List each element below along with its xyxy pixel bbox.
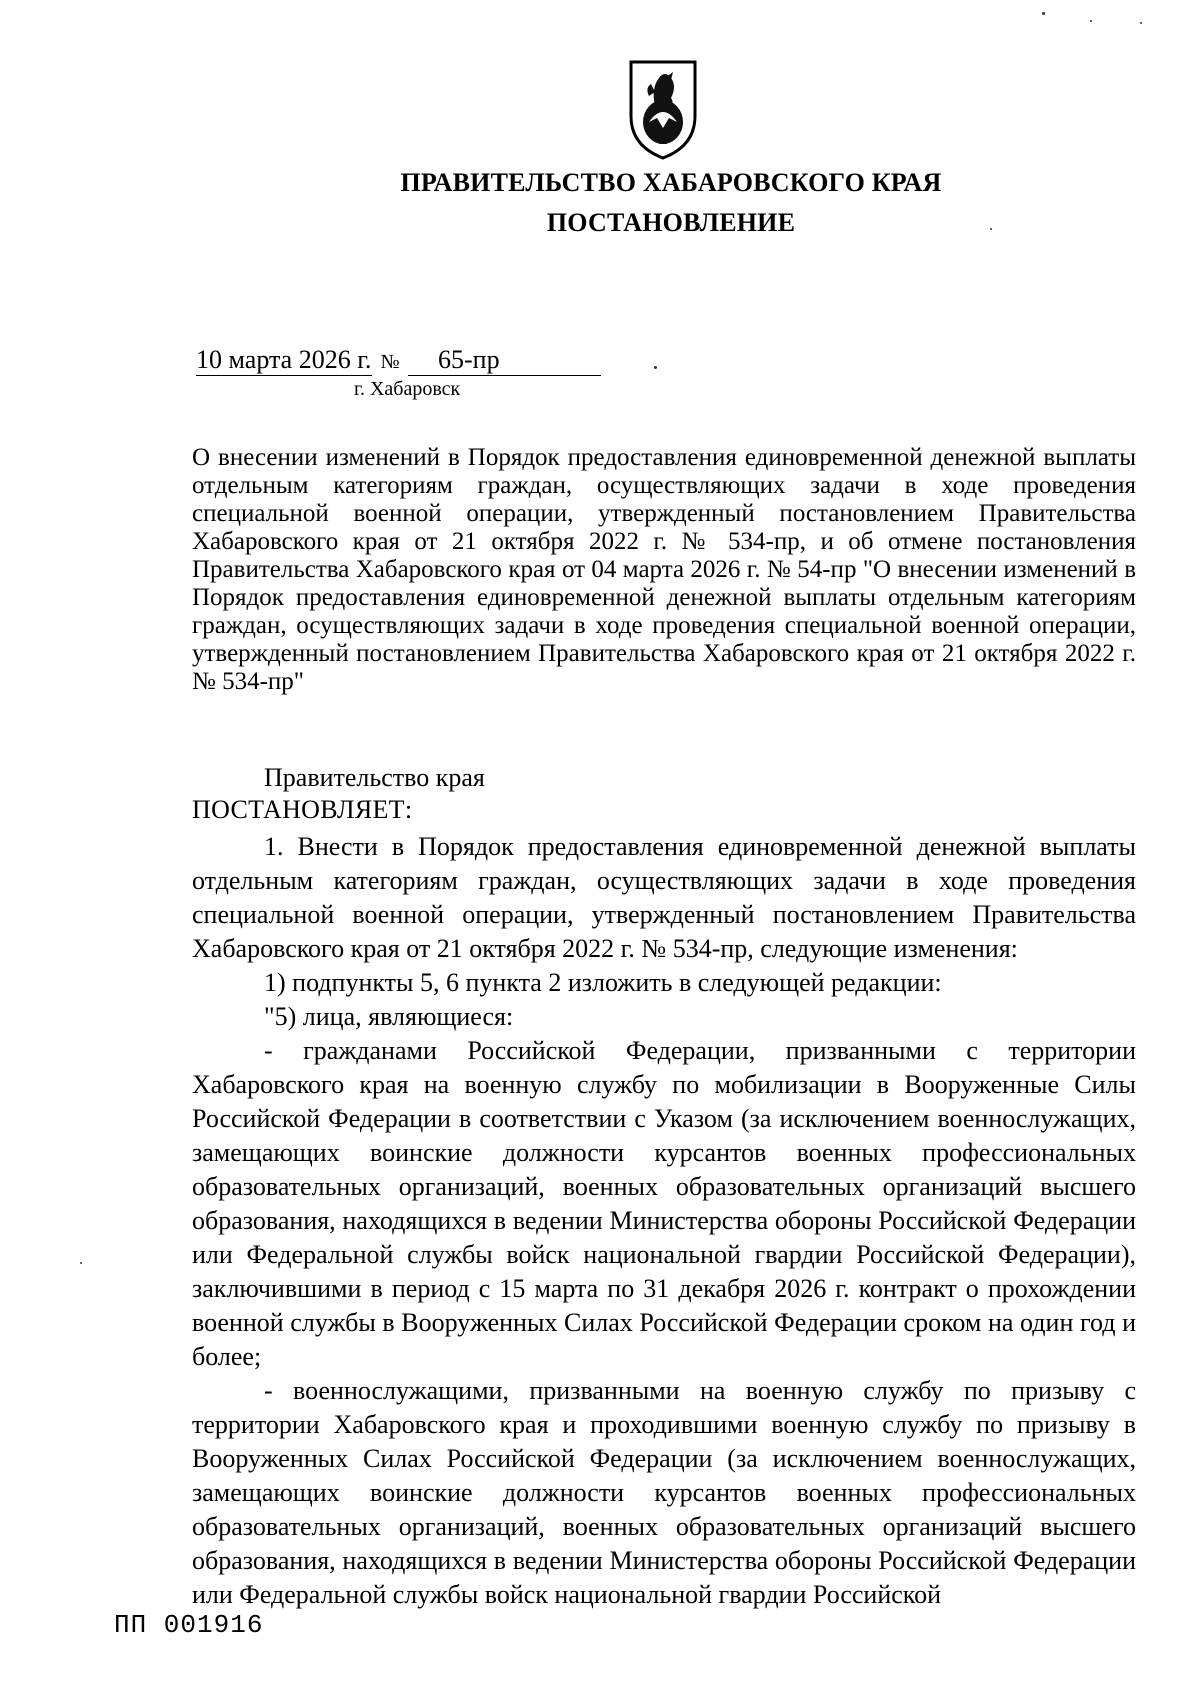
document-date: 10 марта 2026 г. [196,345,372,374]
document-subject: О внесении изменений в Порядок предоставления единовременной денежной выплаты отдельным категориям граждан, осуществляющих задачи в ходе проведения специальной военной операции, утвержденный постановлением Правительства Хабаровского края от 21 октября 2022 г. № 534-пр, и об отмене постановления Правительства Хабаровского края от 04 марта 2026 г. № 54-пр "О внесении изменений в Порядок предоставления единовременной денежной выплаты отдельным категориям граждан, осуществляющих задачи в ходе проведения специальной военной операции, утвержденный постановлением Правительства Хабаровского края от 21 октября 2022 г. № 534-пр" [192,444,1136,695]
document-body [192,830,1136,1612]
form-serial-code: ПП 001916 [114,1610,264,1640]
coat-of-arms-icon [625,58,701,162]
document-number: 65-пр [408,345,601,376]
scan-speck [990,228,992,230]
body-paragraph: 1) подпункты 5, 6 пункта 2 изложить в следующей редакции: [264,968,942,997]
date-number-line [196,345,601,376]
body-paragraph: 1. Внести в Порядок предоставления единовременной денежной выплаты отдельным категориям граждан, осуществляющих задачи в ходе проведения специальной военной операции, утвержденный постановлением Правительства Хабаровского края от 21 октября 2022 г. № 534-пр, следующие изменения: [192,832,1136,963]
scan-speck [1140,22,1142,24]
body-paragraph: - гражданами Российской Федерации, призванными с территории Хабаровского края на военную службу по мобилизации в Вооруженные Силы Российской Федерации в соответствии с Указом (за исключением военнослужащих, замещающих воинские должности курсантов военных профессиональных образовательных организаций, военных образовательных организаций высшего образования, находящихся в ведении Министерства обороны Российской Федерации или Федеральной службы войск национальной гвардии Российской Федерации), заключившими в период с 15 марта по 31 декабря 2026 г. контракт о прохождении военной службы в Вооруженных Силах Российской Федерации сроком на один год и более; [192,1036,1136,1371]
scan-speck [1090,20,1092,22]
document-city: г. Хабаровск [354,378,461,400]
org-title: ПРАВИТЕЛЬСТВО ХАБАРОВСКОГО КРАЯ [400,168,942,197]
document-type: ПОСТАНОВЛЕНИЕ [546,208,796,237]
preamble-resolves: ПОСТАНОВЛЯЕТ: [192,795,413,824]
scan-speck [654,366,657,369]
body-paragraph: - военнослужащими, призванными на военную службу по призыву с территории Хабаровского края и проходившими военную службу по призыву в Вооруженных Силах Российской Федерации (за исключением военнослужащих, замещающих воинские должности курсантов военных профессиональных образовательных организаций, военных образовательных организаций высшего образования, находящихся в ведении Министерства обороны Российской Федерации или Федеральной службы войск национальной гвардии Российской [192,1376,1136,1609]
scan-speck [1042,12,1045,15]
scan-speck [80,1262,82,1264]
preamble-government: Правительство края [264,763,485,792]
number-sign: № [380,351,400,373]
body-paragraph: "5) лица, являющиеся: [264,1002,514,1031]
